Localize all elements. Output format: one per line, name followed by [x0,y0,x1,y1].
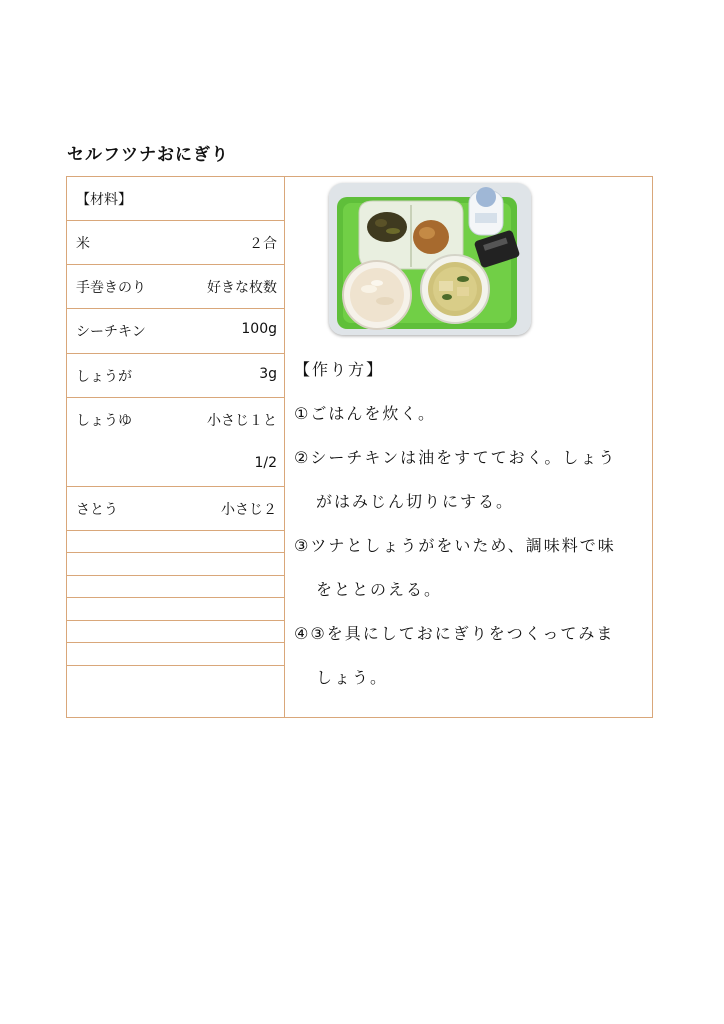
material-name: 手巻きのり [76,280,146,296]
meal-tray-photo [329,183,531,335]
material-amount: 好きな枚数 [207,280,277,296]
material-name: シーチキン [76,324,146,340]
method-line: ②シーチキンは油をすてておく。しょう [294,448,617,467]
material-amount: ２合 [249,236,277,252]
recipe-title: セルフツナおにぎり [67,145,229,165]
empty-row [67,621,284,643]
empty-row [67,576,284,598]
method-line: ①ごはんを炊く。 [294,404,437,423]
empty-row [67,553,284,576]
materials-column [67,177,285,717]
method-line: ③ツナとしょうがをいため、調味料で味 [294,536,616,555]
material-amount-continued: 1/2 [254,455,277,471]
material-row [67,265,284,309]
material-amount: 小さじ１と [207,413,277,429]
material-name: さとう [76,502,118,518]
method-header: 【作り方】 [294,360,385,379]
material-amount: 小さじ２ [221,502,277,518]
material-name: しょうが [76,369,132,385]
material-row [67,221,284,265]
empty-row [67,598,284,621]
method-line: しょう。 [316,668,389,687]
empty-row [67,643,284,666]
empty-row [67,531,284,553]
material-amount: 100g [241,321,277,337]
meal-tray-illustration [329,183,531,335]
material-amount: 3g [259,366,277,382]
recipe-card [66,176,653,718]
material-row [67,487,284,531]
materials-header-row [67,177,284,221]
material-name: しょうゆ [76,413,132,429]
method-line: ④③を具にしておにぎりをつくってみま [294,624,615,643]
material-name: 米 [76,236,90,252]
method-line: をととのえる。 [316,580,443,599]
material-row [67,309,284,354]
material-row [67,398,284,487]
materials-header: 【材料】 [76,192,132,208]
method-line: がはみじん切りにする。 [316,492,515,511]
material-row [67,354,284,398]
